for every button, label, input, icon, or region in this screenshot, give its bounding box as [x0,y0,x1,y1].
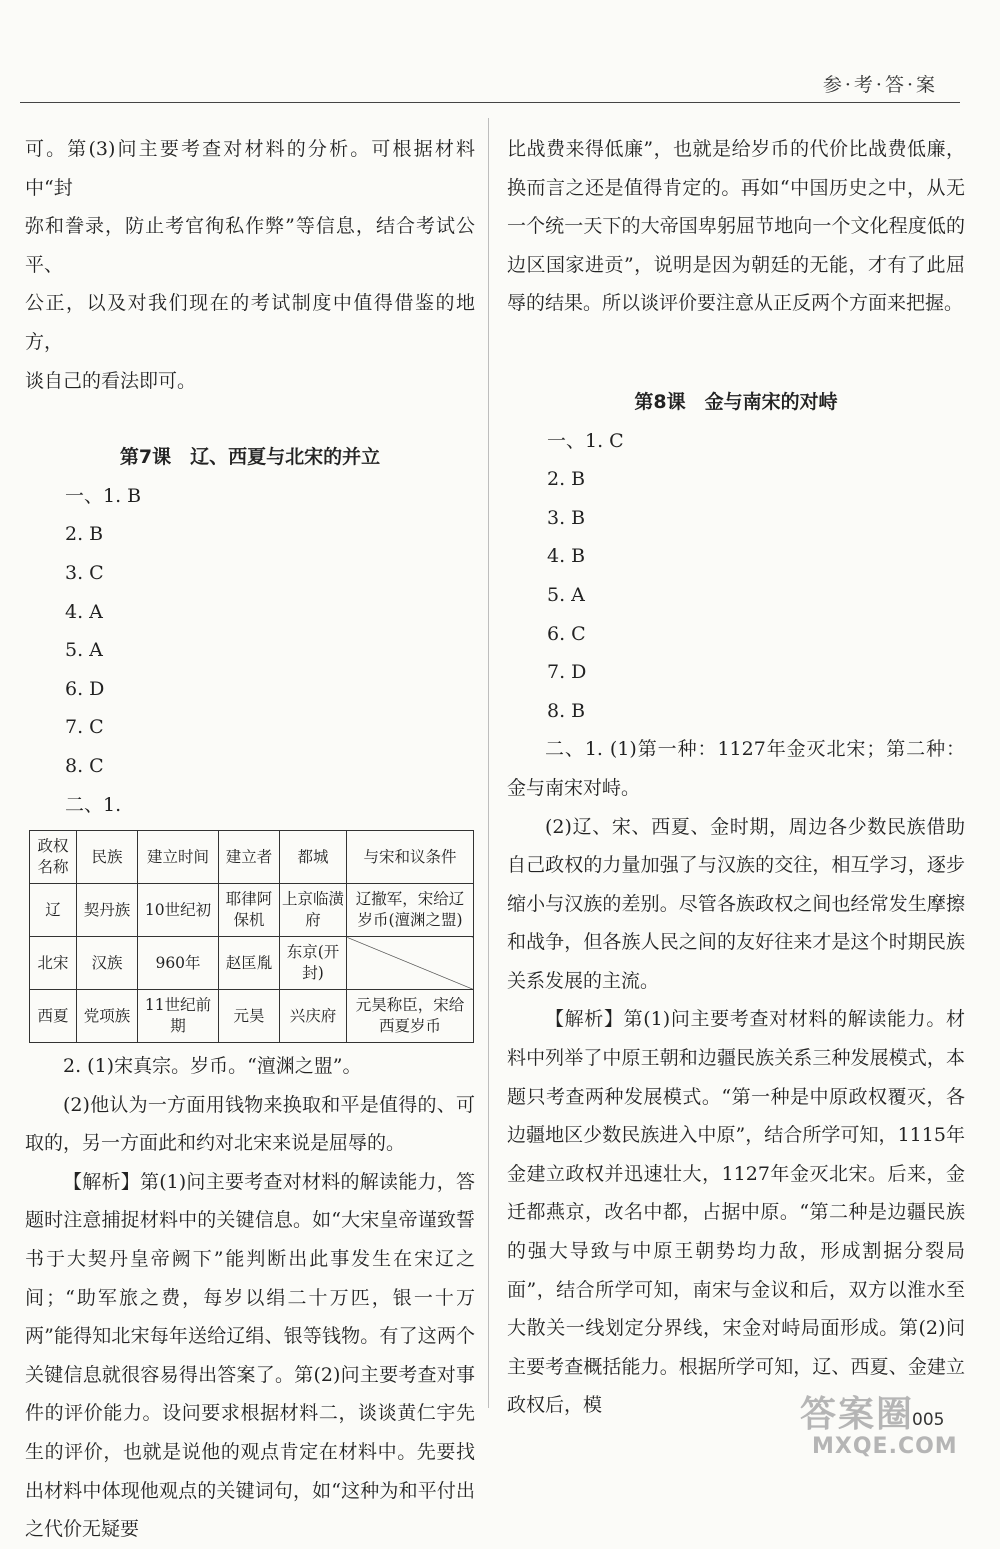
intro-paragraph: 比战费来得低廉”，也就是给岁币的代价比战费低廉，换而言之还是值得肯定的。再如“中国历史之中，从无一个统一天下的大帝国卑躬屈节地向一个文化程度低的边区国家进贡”，说明是因为朝廷的无能，才有了此屈辱的结果。所以谈评价要注意从正反两个方面来把握。 [507,138,965,315]
answer-paragraph: 2. (1)宋真宗。岁币。“澶渊之盟”。 [63,1055,362,1078]
part2-label: 二、1. [65,793,122,816]
page-header: 参·考·答·案 [822,74,938,96]
answer-paragraph: 二、1. (1)第一种：1127年金灭北宋；第二种：金与南宋对峙。 [507,738,965,799]
table-cell: 辽 [30,884,77,937]
intro-line: 公正，以及对我们现在的考试制度中值得借鉴的地方， [25,292,475,353]
lesson7-title: 第7课 辽、西夏与北宋的并立 [119,446,381,469]
table-cell: 11世纪前期 [138,990,219,1043]
table-cell: 10世纪初 [138,884,219,937]
answer-item: 5. A [547,583,585,606]
table-row [30,884,474,937]
table-cell: 960年 [138,937,219,990]
answer-item: 8. B [547,699,586,722]
answer-item: 7. C [65,716,104,739]
table-cell: 元昊称臣，宋给西夏岁币 [347,990,474,1043]
table-header: 民族 [77,831,138,884]
table-cell: 兴庆府 [280,990,347,1043]
table-cell: 汉族 [77,937,138,990]
regimes-table [29,830,474,1043]
watermark-url: MXQE.COM [812,1434,958,1459]
answer-item: 2. B [547,468,586,491]
table-cell: 辽撤军，宋给辽岁币(澶渊之盟) [347,884,474,937]
answer-item: 一、1. B [65,484,142,507]
watermark-text: 答案圈 [800,1394,915,1435]
answer-item: 7. D [547,661,587,684]
analysis-paragraph: 【解析】第(1)问主要考查对材料的解读能力，答题时注意捕捉材料中的关键信息。如“大宋皇帝谨致誓书于大契丹皇帝阙下”能判断出此事发生在宋辽之间；“助军旅之费，每岁以绢二十万匹，银一十万两”能得知北宋每年送给辽绢、银等钱物。有了这两个关键信息就很容易得出答案了。第(2)问主要考查对事件的评价能力。设问要求根据材料二，谈谈黄仁宇先生的评价，也就是说他的观点肯定在材料中。先要找出材料中体现他观点的关键词句，如“这种为和平付出之代价无疑要 [25,1170,475,1541]
page-number: 005 [912,1410,945,1430]
table-cell-empty-slash [347,937,474,990]
intro-line: 弥和誊录，防止考官徇私作弊”等信息，结合考试公平、 [25,215,475,276]
answer-item: 8. C [65,754,104,777]
answer-item: 6. C [547,622,586,645]
intro-line: 可。第(3)问主要考查对材料的分析。可根据材料中“封 [25,138,475,199]
lesson8-title: 第8课 金与南宋的对峙 [634,390,838,413]
analysis-paragraph: 【解析】第(1)问主要考查对材料的解读能力。材料中列举了中原王朝和边疆民族关系三种发展模式，本题只考查两种发展模式。“第一种是中原政权覆灭，各边疆地区少数民族进入中原”，结合所学可知，1115年金建立政权并迅速壮大，1127年金灭北宋。后来，金迁都燕京，改名中都，占据中原。“第二种是边疆民族的强大导致与中原王朝势均力敌，形成割据分裂局面”，结合所学可知，南宋与金议和后，双方以淮水至大散关一线划定分界线，宋金对峙局面形成。第(2)问主要考查概括能力。根据所学可知，辽、西夏、金建立政权后，模 [507,1008,965,1417]
answer-paragraph: (2)他认为一方面用钱物来换取和平是值得的、可取的，另一方面此和约对北宋来说是屈辱的。 [25,1093,475,1155]
table-cell: 契丹族 [77,884,138,937]
table-header: 都城 [280,831,347,884]
answer-item: 6. D [65,677,105,700]
answer-item: 4. A [65,600,103,623]
table-row [30,937,474,990]
answer-item: 2. B [65,523,104,546]
intro-line: 谈自己的看法即可。 [25,369,197,392]
answer-item: 4. B [547,545,586,568]
answer-item: 5. A [65,639,103,662]
answer-item: 一、1. C [547,429,624,452]
right-column [507,130,965,1425]
answer-paragraph: (2)辽、宋、西夏、金时期，周边各少数民族借助自己政权的力量加强了与汉族的交往，相互学习，逐步缩小与汉族的差别。尽管各族政权之间也经常发生摩擦和战争，但各族人民之间的友好往来才是这个时期民族关系发展的主流。 [507,815,965,992]
table-cell: 耶律阿保机 [219,884,280,937]
table-header: 建立时间 [138,831,219,884]
header-rule [20,102,960,103]
table-cell: 赵匡胤 [219,937,280,990]
table-cell: 元昊 [219,990,280,1043]
table-header: 政权名称 [30,831,77,884]
table-header: 与宋和议条件 [347,831,474,884]
table-cell: 上京临潢府 [280,884,347,937]
table-cell: 西夏 [30,990,77,1043]
table-cell: 党项族 [77,990,138,1043]
answer-item: 3. C [65,561,104,584]
table-header-row [30,831,474,884]
table-header: 建立者 [219,831,280,884]
column-divider [488,118,489,1408]
answer-item: 3. B [547,506,586,529]
left-column [25,130,475,1549]
watermark-logo [800,1395,975,1463]
table-cell: 东京(开封) [280,937,347,990]
table-row [30,990,474,1043]
table-cell: 北宋 [30,937,77,990]
